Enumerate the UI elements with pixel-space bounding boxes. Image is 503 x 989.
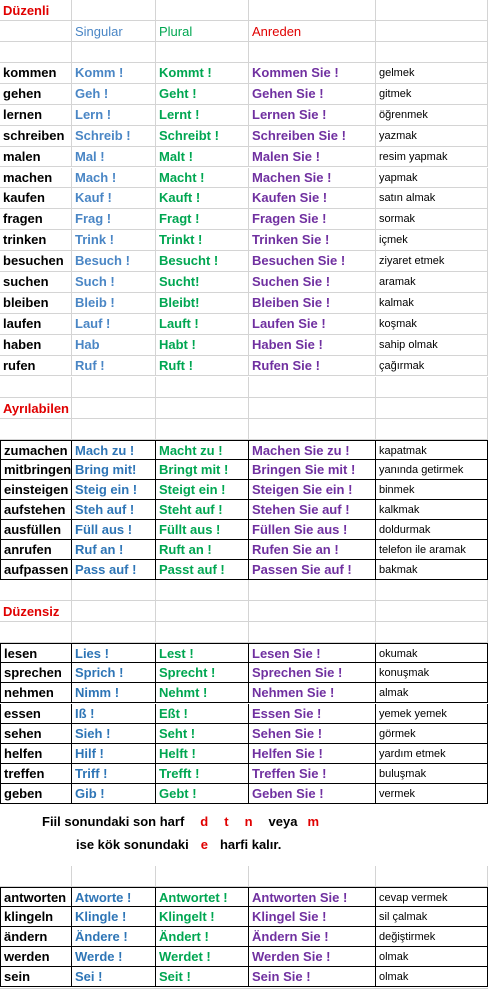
rule-note-line2 (76, 837, 281, 852)
verb-infinitive[interactable]: essen (0, 704, 72, 724)
plural-imperative[interactable]: Antwortet ! (156, 887, 249, 907)
ayrilabilen-row (0, 540, 503, 560)
formal-imperative[interactable]: Sein Sie ! (249, 967, 376, 987)
plural-imperative[interactable]: Klingelt ! (156, 907, 249, 927)
singular-imperative[interactable]: Iß ! (72, 704, 156, 724)
plural-imperative[interactable]: Helft ! (156, 744, 249, 764)
plural-imperative[interactable]: Habt ! (156, 335, 249, 356)
turkish-translation[interactable]: yazmak (376, 126, 488, 147)
plural-imperative[interactable]: Trefft ! (156, 764, 249, 784)
empty-cell[interactable] (156, 419, 249, 440)
title-row (0, 601, 503, 622)
formal-imperative[interactable]: Fragen Sie ! (249, 209, 376, 230)
singular-imperative[interactable]: Besuch ! (72, 251, 156, 272)
turkish-translation[interactable]: gitmek (376, 84, 488, 105)
verb-infinitive[interactable]: gehen (0, 84, 72, 105)
verb-infinitive[interactable]: treffen (0, 764, 72, 784)
verb-infinitive[interactable]: ändern (0, 927, 72, 947)
duzenli-row (0, 209, 503, 230)
section-title-ayrilabilen[interactable]: Ayrılabilen (0, 398, 72, 419)
empty-cell[interactable] (376, 377, 488, 398)
duzenli-row (0, 147, 503, 168)
empty-cell[interactable] (376, 866, 488, 887)
empty-cell[interactable] (376, 419, 488, 440)
formal-imperative[interactable]: Schreiben Sie ! (249, 126, 376, 147)
singular-imperative[interactable]: Hab (72, 335, 156, 356)
rule-note (0, 804, 503, 866)
turkish-translation[interactable]: yapmak (376, 168, 488, 189)
duzenli-row (0, 251, 503, 272)
empty-cell[interactable] (249, 419, 376, 440)
formal-imperative[interactable]: Füllen Sie aus ! (249, 520, 376, 540)
duzenli-row (0, 84, 503, 105)
singular-imperative[interactable]: Mach zu ! (72, 440, 156, 460)
verb-infinitive[interactable]: sein (0, 967, 72, 987)
duzenli-row (0, 272, 503, 293)
verb-infinitive[interactable]: werden (0, 947, 72, 967)
plural-imperative[interactable]: Sprecht ! (156, 663, 249, 683)
formal-imperative[interactable]: Malen Sie ! (249, 147, 376, 168)
duzenli-row (0, 126, 503, 147)
duzenli-row (0, 105, 503, 126)
empty-cell[interactable] (0, 377, 72, 398)
plural-imperative[interactable]: Besucht ! (156, 251, 249, 272)
turkish-translation[interactable]: sil çalmak (376, 907, 488, 927)
singular-imperative[interactable]: Atworte ! (72, 887, 156, 907)
singular-imperative[interactable]: Frag ! (72, 209, 156, 230)
empty-row (0, 580, 503, 601)
empty-cell[interactable] (156, 866, 249, 887)
verb-infinitive[interactable]: malen (0, 147, 72, 168)
empty-cell[interactable] (72, 622, 156, 643)
turkish-translation[interactable]: doldurmak (376, 520, 488, 540)
empty-cell[interactable] (156, 580, 249, 601)
header-anreden[interactable]: Anreden (249, 21, 376, 42)
duzensiz-row (0, 744, 503, 764)
formal-imperative[interactable]: Kommen Sie ! (249, 63, 376, 84)
duzenli-row (0, 335, 503, 356)
turkish-translation[interactable]: vermek (376, 784, 488, 804)
spacer-row (0, 42, 503, 63)
empty-cell[interactable] (156, 601, 249, 622)
duzensiz-ending-row (0, 887, 503, 907)
plural-imperative[interactable]: Ändert ! (156, 927, 249, 947)
turkish-translation[interactable]: konuşmak (376, 663, 488, 683)
turkish-translation[interactable]: yanında getirmek (376, 460, 488, 480)
duzensiz-row (0, 784, 503, 804)
plural-imperative[interactable]: Gebt ! (156, 784, 249, 804)
formal-imperative[interactable]: Treffen Sie ! (249, 764, 376, 784)
turkish-translation[interactable]: koşmak (376, 314, 488, 335)
formal-imperative[interactable]: Trinken Sie ! (249, 230, 376, 251)
empty-cell[interactable] (0, 21, 72, 42)
note-letter: t (224, 814, 229, 829)
verb-infinitive[interactable]: besuchen (0, 251, 72, 272)
empty-cell[interactable] (72, 377, 156, 398)
plural-imperative[interactable]: Seht ! (156, 724, 249, 744)
formal-imperative[interactable]: Antworten Sie ! (249, 887, 376, 907)
note-letter: e (200, 837, 208, 852)
empty-cell[interactable] (249, 601, 376, 622)
verb-infinitive[interactable]: lernen (0, 105, 72, 126)
singular-imperative[interactable]: Mal ! (72, 147, 156, 168)
formal-imperative[interactable]: Suchen Sie ! (249, 272, 376, 293)
duzensiz-row (0, 663, 503, 683)
empty-cell[interactable] (156, 398, 249, 419)
formal-imperative[interactable]: Kaufen Sie ! (249, 188, 376, 209)
duzenli-row (0, 356, 503, 377)
verb-infinitive[interactable]: sehen (0, 724, 72, 744)
verb-infinitive[interactable]: klingeln (0, 907, 72, 927)
empty-cell[interactable] (376, 398, 488, 419)
singular-imperative[interactable]: Lauf ! (72, 314, 156, 335)
singular-imperative[interactable]: Such ! (72, 272, 156, 293)
plural-imperative[interactable]: Sucht! (156, 272, 249, 293)
ayrilabilen-row (0, 560, 503, 580)
plural-imperative[interactable]: Macht ! (156, 168, 249, 189)
singular-imperative[interactable]: Steig ein ! (72, 480, 156, 500)
formal-imperative[interactable]: Klingel Sie ! (249, 907, 376, 927)
singular-imperative[interactable]: Ruf an ! (72, 540, 156, 560)
note-letter: d (200, 814, 209, 829)
empty-cell[interactable] (156, 42, 249, 63)
turkish-translation[interactable]: öğrenmek (376, 105, 488, 126)
empty-cell[interactable] (0, 42, 72, 63)
duzensiz-row (0, 704, 503, 724)
title-row (0, 398, 503, 419)
note-letter: n (244, 814, 253, 829)
singular-imperative[interactable]: Sprich ! (72, 663, 156, 683)
singular-imperative[interactable]: Werde ! (72, 947, 156, 967)
singular-imperative[interactable]: Ändere ! (72, 927, 156, 947)
header-plural[interactable]: Plural (156, 21, 249, 42)
formal-imperative[interactable]: Haben Sie ! (249, 335, 376, 356)
turkish-translation[interactable]: bakmak (376, 560, 488, 580)
singular-imperative[interactable]: Gib ! (72, 784, 156, 804)
plural-imperative[interactable]: Lauft ! (156, 314, 249, 335)
verb-infinitive[interactable]: rufen (0, 356, 72, 377)
turkish-translation[interactable]: görmek (376, 724, 488, 744)
duzensiz-ending-row (0, 967, 503, 987)
formal-imperative[interactable]: Rufen Sie ! (249, 356, 376, 377)
section-title-duzenli[interactable]: Düzenli (0, 0, 72, 21)
turkish-translation[interactable]: olmak (376, 967, 488, 987)
verb-infinitive[interactable]: schreiben (0, 126, 72, 147)
formal-imperative[interactable]: Laufen Sie ! (249, 314, 376, 335)
formal-imperative[interactable]: Stehen Sie auf ! (249, 500, 376, 520)
verb-infinitive[interactable]: lesen (0, 643, 72, 663)
plural-imperative[interactable]: Kommt ! (156, 63, 249, 84)
verb-infinitive[interactable]: ausfüllen (0, 520, 72, 540)
empty-cell[interactable] (249, 377, 376, 398)
formal-imperative[interactable]: Machen Sie zu ! (249, 440, 376, 460)
formal-imperative[interactable]: Ändern Sie ! (249, 927, 376, 947)
empty-cell[interactable] (376, 0, 488, 21)
verb-infinitive[interactable]: laufen (0, 314, 72, 335)
empty-cell[interactable] (0, 622, 72, 643)
turkish-translation[interactable]: çağırmak (376, 356, 488, 377)
singular-imperative[interactable]: Kauf ! (72, 188, 156, 209)
singular-imperative[interactable]: Schreib ! (72, 126, 156, 147)
formal-imperative[interactable]: Machen Sie ! (249, 168, 376, 189)
turkish-translation[interactable]: buluşmak (376, 764, 488, 784)
turkish-translation[interactable]: aramak (376, 272, 488, 293)
verb-infinitive[interactable]: trinken (0, 230, 72, 251)
plural-imperative[interactable]: Schreibt ! (156, 126, 249, 147)
plural-imperative[interactable]: Lest ! (156, 643, 249, 663)
verb-infinitive[interactable]: aufstehen (0, 500, 72, 520)
turkish-translation[interactable]: satın almak (376, 188, 488, 209)
empty-cell[interactable] (156, 377, 249, 398)
formal-imperative[interactable]: Lesen Sie ! (249, 643, 376, 663)
verb-infinitive[interactable]: kaufen (0, 188, 72, 209)
formal-imperative[interactable]: Lernen Sie ! (249, 105, 376, 126)
note-text: harfi kalır. (219, 837, 282, 852)
singular-imperative[interactable]: Trink ! (72, 230, 156, 251)
singular-imperative[interactable]: Hilf ! (72, 744, 156, 764)
turkish-translation[interactable]: binmek (376, 480, 488, 500)
duzensiz-row (0, 724, 503, 744)
formal-imperative[interactable]: Gehen Sie ! (249, 84, 376, 105)
turkish-translation[interactable]: sahip olmak (376, 335, 488, 356)
duzenli-row (0, 168, 503, 189)
duzensiz-ending-row (0, 907, 503, 927)
verb-infinitive[interactable]: mitbringen (0, 460, 72, 480)
header-row (0, 21, 503, 42)
verb-infinitive[interactable]: machen (0, 168, 72, 189)
duzenli-row (0, 293, 503, 314)
verb-infinitive[interactable]: suchen (0, 272, 72, 293)
formal-imperative[interactable]: Besuchen Sie ! (249, 251, 376, 272)
duzenli-row (0, 188, 503, 209)
turkish-translation[interactable]: kalmak (376, 293, 488, 314)
verb-infinitive[interactable]: kommen (0, 63, 72, 84)
empty-cell[interactable] (376, 21, 488, 42)
note-text: ise kök sonundaki (76, 837, 189, 852)
formal-imperative[interactable]: Passen Sie auf ! (249, 560, 376, 580)
ayrilabilen-row (0, 520, 503, 540)
singular-imperative[interactable]: Pass auf ! (72, 560, 156, 580)
turkish-translation[interactable]: değiştirmek (376, 927, 488, 947)
verb-infinitive[interactable]: geben (0, 784, 72, 804)
turkish-translation[interactable]: almak (376, 683, 488, 703)
header-singular[interactable]: Singular (72, 21, 156, 42)
empty-row (0, 419, 503, 440)
turkish-translation[interactable]: ziyaret etmek (376, 251, 488, 272)
formal-imperative[interactable]: Essen Sie ! (249, 704, 376, 724)
plural-imperative[interactable]: Fragt ! (156, 209, 249, 230)
turkish-translation[interactable]: olmak (376, 947, 488, 967)
empty-cell[interactable] (376, 622, 488, 643)
singular-imperative[interactable]: Lern ! (72, 105, 156, 126)
plural-imperative[interactable]: Werdet ! (156, 947, 249, 967)
formal-imperative[interactable]: Rufen Sie an ! (249, 540, 376, 560)
ayrilabilen-row (0, 480, 503, 500)
plural-imperative[interactable]: Nehmt ! (156, 683, 249, 703)
empty-row (0, 377, 503, 398)
singular-imperative[interactable]: Ruf ! (72, 356, 156, 377)
empty-cell[interactable] (72, 398, 156, 419)
ayrilabilen-row (0, 460, 503, 480)
plural-imperative[interactable]: Bringt mit ! (156, 460, 249, 480)
plural-imperative[interactable]: Ruft ! (156, 356, 249, 377)
plural-imperative[interactable]: Malt ! (156, 147, 249, 168)
duzensiz-row (0, 683, 503, 703)
note-letter: m (307, 814, 320, 829)
turkish-translation[interactable]: içmek (376, 230, 488, 251)
singular-imperative[interactable]: Nimm ! (72, 683, 156, 703)
singular-imperative[interactable]: Steh auf ! (72, 500, 156, 520)
duzenli-row (0, 314, 503, 335)
title-row (0, 0, 503, 21)
empty-cell[interactable] (156, 622, 249, 643)
empty-row (0, 622, 503, 643)
empty-cell[interactable] (376, 42, 488, 63)
verb-infinitive[interactable]: bleiben (0, 293, 72, 314)
verb-infinitive[interactable]: nehmen (0, 683, 72, 703)
plural-imperative[interactable]: Kauft ! (156, 188, 249, 209)
empty-cell[interactable] (249, 0, 376, 21)
formal-imperative[interactable]: Steigen Sie ein ! (249, 480, 376, 500)
verb-infinitive[interactable]: einsteigen (0, 480, 72, 500)
singular-imperative[interactable]: Triff ! (72, 764, 156, 784)
empty-cell[interactable] (249, 622, 376, 643)
verb-infinitive[interactable]: haben (0, 335, 72, 356)
singular-imperative[interactable]: Klingle ! (72, 907, 156, 927)
singular-imperative[interactable]: Lies ! (72, 643, 156, 663)
note-text: veya (268, 814, 298, 829)
duzensiz-row (0, 764, 503, 784)
singular-imperative[interactable]: Bring mit! (72, 460, 156, 480)
plural-imperative[interactable]: Eßt ! (156, 704, 249, 724)
empty-cell[interactable] (0, 419, 72, 440)
turkish-translation[interactable]: gelmek (376, 63, 488, 84)
verb-infinitive[interactable]: antworten (0, 887, 72, 907)
formal-imperative[interactable]: Nehmen Sie ! (249, 683, 376, 703)
verb-infinitive[interactable]: sprechen (0, 663, 72, 683)
verb-infinitive[interactable]: helfen (0, 744, 72, 764)
duzensiz-ending-row (0, 927, 503, 947)
empty-cell[interactable] (72, 866, 156, 887)
plural-imperative[interactable]: Macht zu ! (156, 440, 249, 460)
empty-cell[interactable] (156, 0, 249, 21)
singular-imperative[interactable]: Sei ! (72, 967, 156, 987)
plural-imperative[interactable]: Bleibt! (156, 293, 249, 314)
duzensiz-row (0, 643, 503, 663)
empty-cell[interactable] (72, 42, 156, 63)
empty-cell[interactable] (72, 601, 156, 622)
plural-imperative[interactable]: Steigt ein ! (156, 480, 249, 500)
verb-infinitive[interactable]: anrufen (0, 540, 72, 560)
verb-infinitive[interactable]: aufpassen (0, 560, 72, 580)
plural-imperative[interactable]: Steht auf ! (156, 500, 249, 520)
rule-note-line1 (42, 814, 319, 829)
empty-cell[interactable] (249, 580, 376, 601)
formal-imperative[interactable]: Helfen Sie ! (249, 744, 376, 764)
note-text: Fiil sonundaki son harf (42, 814, 185, 829)
singular-imperative[interactable]: Geh ! (72, 84, 156, 105)
formal-imperative[interactable]: Geben Sie ! (249, 784, 376, 804)
ayrilabilen-row (0, 500, 503, 520)
plural-imperative[interactable]: Lernt ! (156, 105, 249, 126)
empty-cell[interactable] (249, 398, 376, 419)
duzenli-row (0, 230, 503, 251)
duzenli-row (0, 63, 503, 84)
empty-cell[interactable] (0, 580, 72, 601)
turkish-translation[interactable]: kalkmak (376, 500, 488, 520)
turkish-translation[interactable]: resim yapmak (376, 147, 488, 168)
empty-cell[interactable] (249, 866, 376, 887)
verb-infinitive[interactable]: zumachen (0, 440, 72, 460)
singular-imperative[interactable]: Bleib ! (72, 293, 156, 314)
empty-row (0, 866, 503, 887)
singular-imperative[interactable]: Sieh ! (72, 724, 156, 744)
turkish-translation[interactable]: yardım etmek (376, 744, 488, 764)
turkish-translation[interactable]: telefon ile aramak (376, 540, 488, 560)
empty-cell[interactable] (249, 42, 376, 63)
plural-imperative[interactable]: Geht ! (156, 84, 249, 105)
formal-imperative[interactable]: Bleiben Sie ! (249, 293, 376, 314)
empty-cell[interactable] (72, 419, 156, 440)
verb-infinitive[interactable]: fragen (0, 209, 72, 230)
turkish-translation[interactable]: sormak (376, 209, 488, 230)
empty-cell[interactable] (376, 580, 488, 601)
empty-cell[interactable] (72, 580, 156, 601)
plural-imperative[interactable]: Passt auf ! (156, 560, 249, 580)
ayrilabilen-row (0, 440, 503, 460)
empty-cell[interactable] (0, 866, 72, 887)
plural-imperative[interactable]: Trinkt ! (156, 230, 249, 251)
formal-imperative[interactable]: Werden Sie ! (249, 947, 376, 967)
section-title-duzensiz[interactable]: Düzensiz (0, 601, 72, 622)
formal-imperative[interactable]: Sehen Sie ! (249, 724, 376, 744)
turkish-translation[interactable]: okumak (376, 643, 488, 663)
duzensiz-ending-row (0, 947, 503, 967)
singular-imperative[interactable]: Füll aus ! (72, 520, 156, 540)
formal-imperative[interactable]: Sprechen Sie ! (249, 663, 376, 683)
singular-imperative[interactable]: Mach ! (72, 168, 156, 189)
singular-imperative[interactable]: Komm ! (72, 63, 156, 84)
plural-imperative[interactable]: Füllt aus ! (156, 520, 249, 540)
plural-imperative[interactable]: Seit ! (156, 967, 249, 987)
formal-imperative[interactable]: Bringen Sie mit ! (249, 460, 376, 480)
empty-cell[interactable] (72, 0, 156, 21)
turkish-translation[interactable]: cevap vermek (376, 887, 488, 907)
empty-cell[interactable] (376, 601, 488, 622)
turkish-translation[interactable]: kapatmak (376, 440, 488, 460)
plural-imperative[interactable]: Ruft an ! (156, 540, 249, 560)
turkish-translation[interactable]: yemek yemek (376, 704, 488, 724)
